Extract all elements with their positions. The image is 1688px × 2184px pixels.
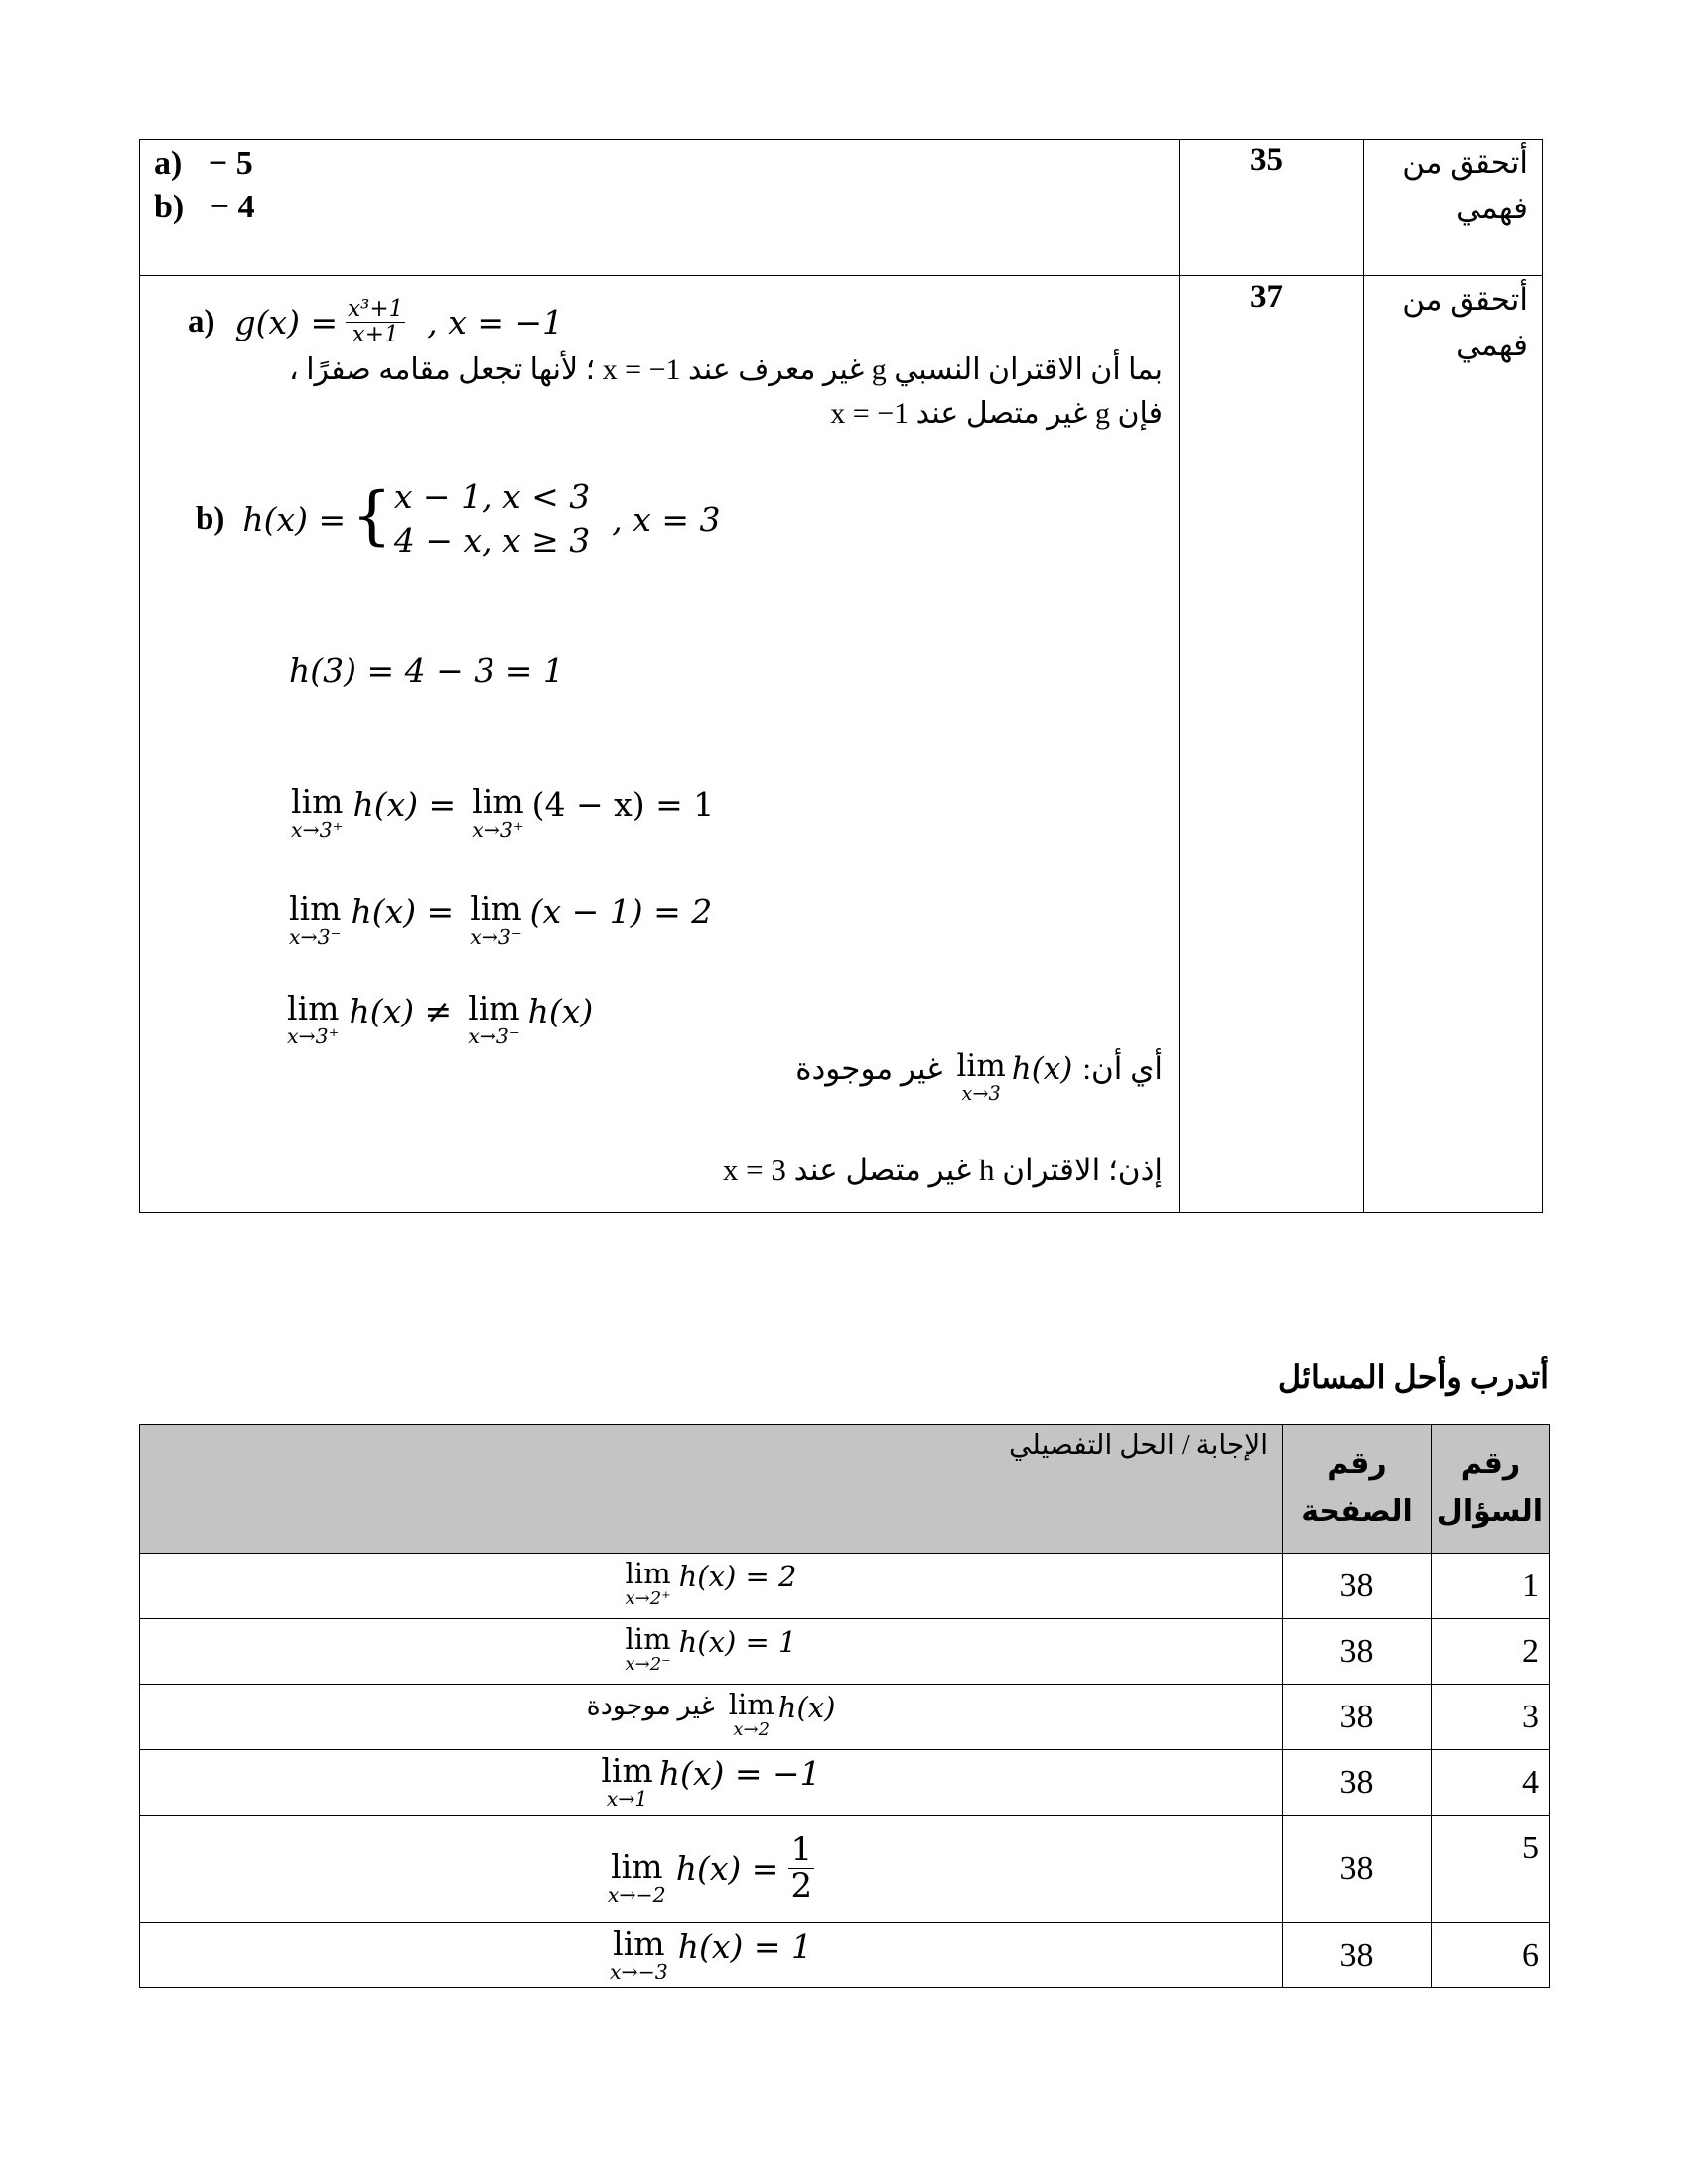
limit: lim x→3⁺	[291, 782, 344, 842]
header-answer: الإجابة / الحل التفصيلي	[140, 1425, 1283, 1554]
answer-value: − 5	[208, 145, 253, 182]
limit-expression: h(x) =	[352, 785, 457, 824]
brace: {	[352, 479, 392, 553]
limit-expression: h(x)	[1011, 1051, 1073, 1087]
limit-expression: h(x) =	[675, 1848, 779, 1888]
limit-answer	[607, 1830, 814, 1907]
right-hand-limit	[291, 782, 715, 842]
table-row	[140, 1816, 1550, 1923]
header-question-number: رقم السؤال	[1432, 1425, 1550, 1554]
conclusion-limit-dne	[795, 1048, 1163, 1105]
limit: lim x→3⁺	[472, 782, 524, 842]
limit-expression: h(x)	[777, 1691, 836, 1724]
limit-expression: h(x) = 1	[677, 1927, 813, 1966]
piece-2: 4 − x, x ≥ 3	[393, 521, 591, 560]
answer-cell	[140, 1750, 1283, 1816]
limit: lim x→3	[956, 1048, 1006, 1105]
limit-answer	[587, 1685, 836, 1739]
page-cell: 38	[1283, 1750, 1432, 1816]
denominator: x+1	[352, 321, 399, 347]
table-row	[140, 1619, 1550, 1685]
practice-answers-table	[139, 1424, 1550, 1988]
question-cell: 5	[1432, 1816, 1550, 1923]
row1-label: أتحقق من فهمي	[1402, 145, 1528, 225]
limits-not-equal	[287, 989, 594, 1048]
limit-expression: h(x) = −1	[658, 1754, 821, 1793]
piece-1: x − 1, x < 3	[393, 478, 591, 516]
row1-page-number: 35	[1250, 142, 1283, 178]
question-cell: 6	[1432, 1923, 1550, 1988]
limit: lim x→3⁻	[470, 889, 522, 949]
table-row	[140, 1923, 1550, 1988]
top-answer-table	[139, 139, 1543, 1213]
limit: lim x→−3	[609, 1924, 668, 1983]
conclusion-suffix: غير موجودة	[795, 1051, 943, 1086]
answer-cell	[140, 1685, 1283, 1750]
answer-value: − 4	[210, 189, 255, 225]
page-cell: 38	[1283, 1923, 1432, 1988]
conclusion-not-continuous: إذن؛ الاقتران h غير متصل عند x = 3	[722, 1153, 1163, 1187]
limit: lim x→2⁻	[625, 1622, 671, 1675]
piecewise	[394, 476, 590, 563]
limit-expression: h(x) =	[351, 892, 455, 931]
answer-cell	[140, 1816, 1283, 1923]
conclusion-prefix: أي أن:	[1082, 1051, 1163, 1086]
page-cell: 38	[1283, 1816, 1432, 1923]
limit: lim x→3⁺	[287, 989, 340, 1048]
answer-cell	[140, 1923, 1283, 1988]
evaluation: h(3) = 4 − 3 = 1	[289, 651, 564, 690]
numerator: x³+1	[348, 296, 404, 323]
limit-expression: h(x) = 2	[678, 1560, 797, 1593]
table-header-row	[140, 1425, 1550, 1554]
function-lhs: h(x) =	[242, 499, 347, 539]
limit-expression: h(x)	[527, 992, 594, 1030]
answer-letter: b)	[154, 189, 185, 225]
limit: lim x→2⁺	[625, 1557, 671, 1609]
question-cell: 3	[1432, 1685, 1550, 1750]
part-a-text-line2: فإن g غير متصل عند x = −1	[830, 397, 1163, 430]
row1-answer-a	[154, 142, 253, 186]
limit-expression: h(x) ≠	[349, 992, 453, 1030]
table-row	[140, 1685, 1550, 1750]
limit-expression: (x − 1) = 2	[529, 892, 713, 931]
limit: lim x→3⁻	[468, 989, 520, 1048]
part-b-equation	[196, 478, 721, 561]
limit-answer	[626, 1619, 797, 1674]
limit-expression: (4 − x) = 1	[531, 785, 715, 824]
answer-cell	[140, 1619, 1283, 1685]
limit-suffix: غير موجودة	[586, 1691, 715, 1720]
limit: lim x→1	[601, 1751, 653, 1811]
numerator: 1	[790, 1830, 813, 1870]
limit-answer	[601, 1750, 820, 1809]
row1-answer-b	[154, 186, 255, 229]
column-divider	[1179, 140, 1180, 1212]
question-cell: 4	[1432, 1750, 1550, 1816]
page-cell: 38	[1283, 1554, 1432, 1619]
function-lhs: g(x) =	[234, 302, 339, 341]
section-heading: أتدرب وأحل المسائل	[1277, 1359, 1549, 1395]
question-cell: 1	[1432, 1554, 1550, 1619]
limit: lim x→3⁻	[289, 889, 342, 949]
table-row	[140, 1554, 1550, 1619]
part-a-text-line1: بما أن الاقتران النسبي g غير معرف عند x = −1 ؛ لأنها تجعل مقامه صفرًا ،	[289, 353, 1163, 386]
fraction	[788, 1830, 814, 1906]
limit-answer	[610, 1923, 812, 1981]
limit: lim x→2	[728, 1688, 774, 1740]
row2-label: أتحقق من فهمي	[1402, 282, 1528, 362]
page-cell: 38	[1283, 1685, 1432, 1750]
row2-page-number: 37	[1250, 279, 1283, 315]
point: , x = 3	[612, 499, 721, 539]
answer-letter: a)	[154, 145, 183, 182]
part-letter: b)	[196, 500, 225, 537]
column-divider	[1363, 140, 1364, 1212]
row-divider	[140, 275, 1542, 276]
limit: lim x→−2	[607, 1846, 666, 1907]
point: , x = −1	[427, 302, 564, 341]
question-cell: 2	[1432, 1619, 1550, 1685]
limit-expression: h(x) = 1	[678, 1625, 797, 1659]
header-page-number: رقم الصفحة	[1283, 1425, 1432, 1554]
limit-answer	[626, 1554, 797, 1608]
page-cell: 38	[1283, 1619, 1432, 1685]
denominator: 2	[790, 1865, 813, 1906]
fraction	[346, 297, 405, 345]
table-row	[140, 1750, 1550, 1816]
part-letter: a)	[188, 303, 215, 340]
left-hand-limit	[289, 889, 713, 949]
answer-cell	[140, 1554, 1283, 1619]
